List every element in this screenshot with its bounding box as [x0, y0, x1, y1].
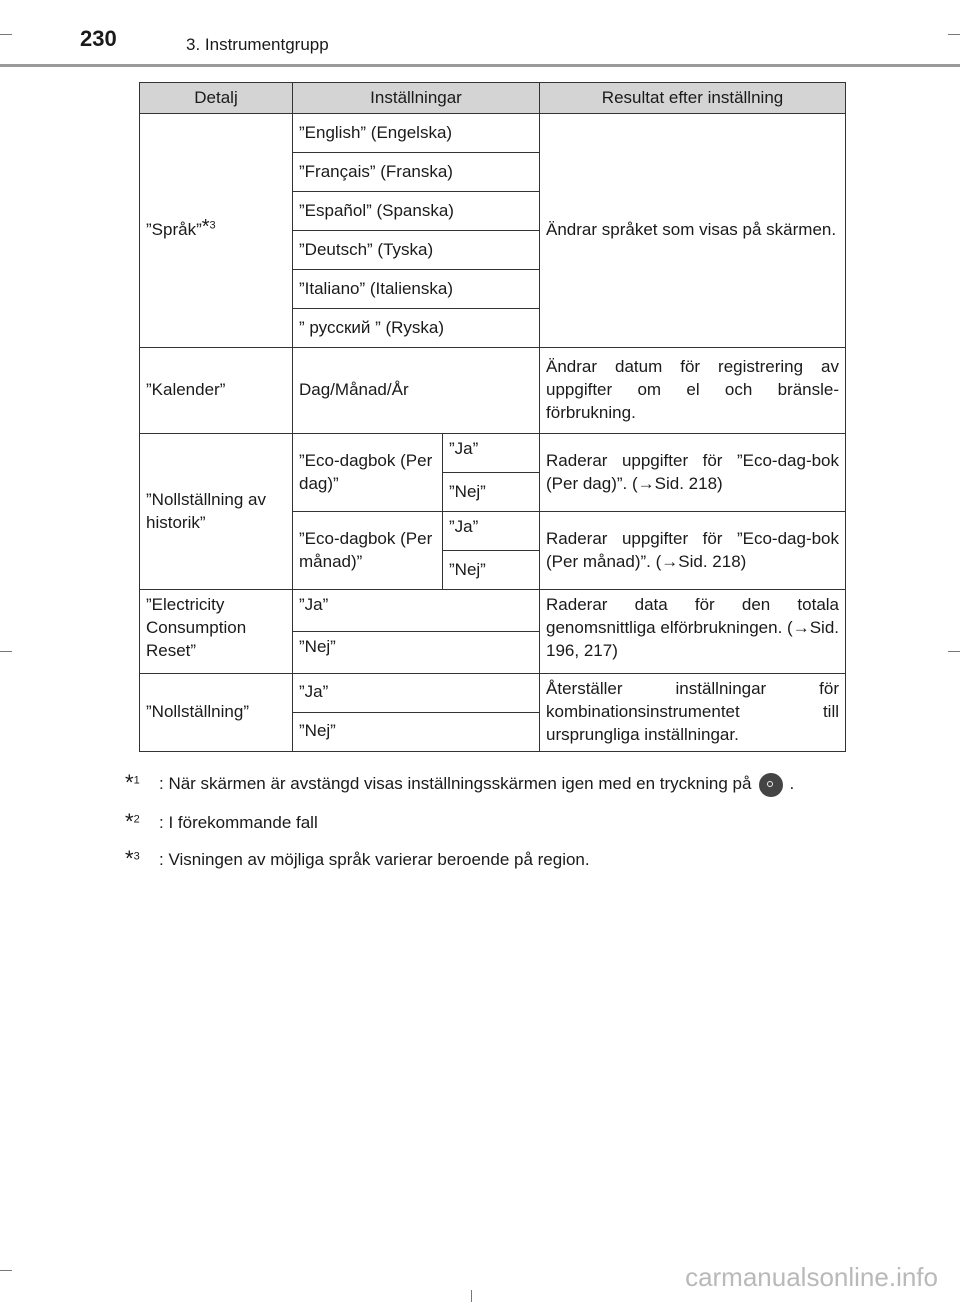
footnote-3 — [125, 848, 845, 872]
crop-mark — [471, 1290, 472, 1302]
crop-mark — [0, 1270, 12, 1271]
result-electricity-reset: Raderar data för den totala genomsnittliga elförbrukningen. (→Sid. 196, 217) — [540, 590, 846, 674]
footnote-text: : Visningen av möjliga språk varierar beroende på region. — [159, 850, 590, 870]
option-yes: ”Ja” — [293, 674, 540, 713]
option-no: ”Nej” — [293, 712, 540, 751]
option-yes: ”Ja” — [443, 434, 540, 473]
language-option: ”Italiano” (Italienska) — [293, 270, 540, 309]
column-header-result: Resultat efter inställning — [540, 83, 846, 114]
result-calendar: Ändrar datum för registrering av uppgifter om el och bränsle-förbrukning. — [540, 348, 846, 434]
setting-calendar: Dag/Månad/År — [293, 348, 540, 434]
crop-mark — [0, 651, 12, 652]
watermark: carmanualsonline.info — [685, 1262, 938, 1292]
column-header-detail: Detalj — [140, 83, 293, 114]
footnote-1 — [125, 772, 845, 797]
table-row — [140, 114, 846, 153]
language-option: ”Deutsch” (Tyska) — [293, 231, 540, 270]
option-yes: ”Ja” — [293, 590, 540, 632]
result-eco-month: Raderar uppgifter för ”Eco-dag-bok (Per månad)”. (→Sid. 218) — [540, 512, 846, 590]
language-option: ”Español” (Spanska) — [293, 192, 540, 231]
detail-language-label: ”Språk” — [146, 220, 202, 240]
detail-electricity-reset: ”Electricity Consumption Reset” — [140, 590, 293, 674]
result-eco-day: Raderar uppgifter för ”Eco-dag-bok (Per dag)”. (→Sid. 218) — [540, 434, 846, 512]
settings-table — [139, 82, 846, 752]
result-language: Ändrar språket som visas på skärmen. — [540, 114, 846, 348]
footnote-text: : I förekommande fall — [159, 812, 318, 832]
footnote-text: : När skärmen är avstängd visas inställningsskärmen igen med en tryckning på — [159, 774, 752, 793]
section-title: 3. Instrumentgrupp — [186, 35, 329, 54]
header-rule — [0, 64, 960, 67]
page-number: 230 — [80, 26, 117, 51]
control-knob-icon — [759, 773, 783, 797]
table-row — [140, 674, 846, 713]
crop-mark — [948, 651, 960, 652]
detail-history-reset: ”Nollställning av historik” — [140, 434, 293, 590]
crop-mark — [0, 34, 12, 35]
detail-calendar: ”Kalender” — [140, 348, 293, 434]
footnotes — [125, 772, 845, 886]
option-no: ”Nej” — [443, 473, 540, 512]
crop-mark — [948, 34, 960, 35]
language-option: ” русский ” (Ryska) — [293, 309, 540, 348]
language-option: ”English” (Engelska) — [293, 114, 540, 153]
option-yes: ”Ja” — [443, 512, 540, 551]
footnote-text-end: . — [789, 774, 795, 793]
footnote-mark: *$^3$ — [125, 846, 140, 872]
table-row — [140, 434, 846, 473]
result-reset: Återställer inställningar för kombinationsinstrumentet till ursprungliga inställningar. — [540, 674, 846, 752]
footnote-star-icon: * — [201, 216, 210, 239]
language-option: ”Français” (Franska) — [293, 153, 540, 192]
option-no: ”Nej” — [293, 632, 540, 674]
option-no: ”Nej” — [443, 551, 540, 590]
footnote-2 — [125, 808, 845, 835]
footnote-mark: *$^1$ — [125, 770, 140, 795]
detail-reset: ”Nollställning” — [140, 674, 293, 752]
table-row — [140, 348, 846, 434]
column-header-settings: Inställningar — [293, 83, 540, 114]
setting-eco-month: ”Eco-dagbok (Per månad)” — [293, 512, 443, 590]
footnote-mark: *$^2$ — [125, 808, 140, 834]
detail-language — [140, 114, 293, 348]
table-row — [140, 590, 846, 632]
setting-eco-day: ”Eco-dagbok (Per dag)” — [293, 434, 443, 512]
table-header-row — [140, 83, 846, 114]
footnote-ref: 3 — [209, 219, 216, 232]
